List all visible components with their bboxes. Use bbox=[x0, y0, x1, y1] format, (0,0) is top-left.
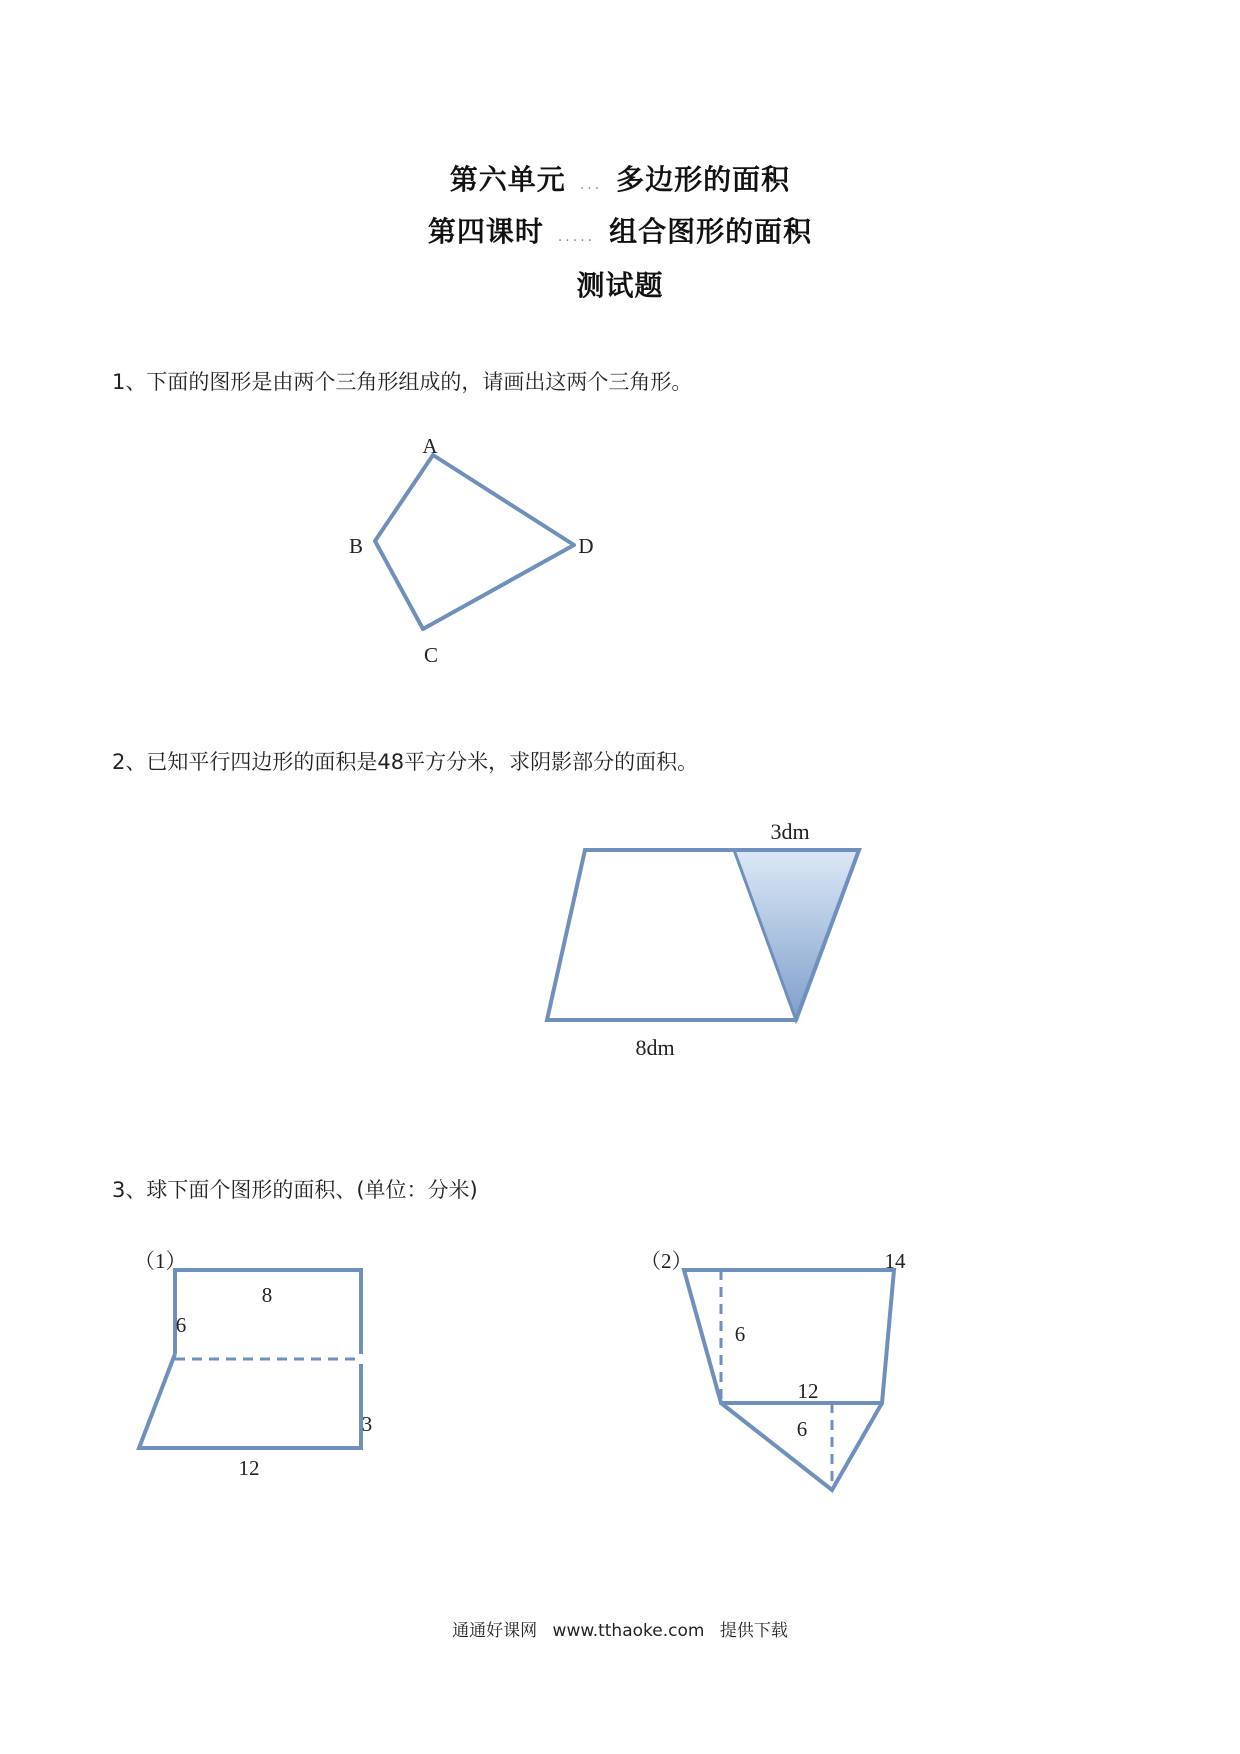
figure-2-label-middle: 12 bbox=[797, 1379, 819, 1403]
figure-2-tag: （2） bbox=[640, 1249, 693, 1273]
figure-1-label-left: 6 bbox=[175, 1313, 187, 1337]
lesson-label: 第四课时 bbox=[427, 215, 544, 248]
unit-label: 第六单元 bbox=[449, 163, 566, 196]
unit-dots: ... bbox=[579, 177, 603, 193]
question-1-text: 1、下面的图形是由两个三角形组成的，请画出这两个三角形。 bbox=[112, 370, 693, 394]
question-1-figure bbox=[0, 430, 1240, 730]
vertex-label-c: C bbox=[423, 643, 439, 667]
label-bottom-8dm: 8dm bbox=[635, 1035, 675, 1060]
unit-title bbox=[0, 158, 1240, 198]
figure-1-label-top: 8 bbox=[261, 1283, 273, 1307]
figure-2-label-upper-height: 6 bbox=[734, 1322, 746, 1346]
question-2-text: 2、已知平行四边形的面积是48平方分米，求阴影部分的面积。 bbox=[112, 750, 699, 774]
figure-1 bbox=[134, 1249, 372, 1480]
shaded-triangle bbox=[734, 850, 859, 1020]
figure-1-label-bottom: 12 bbox=[238, 1456, 260, 1480]
footer-suffix: 提供下载 bbox=[719, 1621, 788, 1641]
figure-1-lower-outline bbox=[139, 1354, 361, 1448]
vertex-label-b: B bbox=[348, 534, 364, 558]
question-3-text: 3、球下面个图形的面积、(单位：分米) bbox=[112, 1178, 478, 1202]
lesson-title bbox=[0, 210, 1240, 250]
lesson-topic: 组合图形的面积 bbox=[609, 215, 813, 248]
figure-2-label-lower-height: 6 bbox=[796, 1417, 808, 1441]
lesson-dots: ..... bbox=[557, 229, 596, 245]
figure-1-label-right: 3 bbox=[361, 1412, 373, 1436]
label-top-3dm: 3dm bbox=[770, 819, 810, 844]
footer-site-name: 通通好课网 bbox=[452, 1621, 538, 1641]
vertex-label-a: A bbox=[422, 434, 438, 458]
unit-topic: 多边形的面积 bbox=[616, 163, 791, 196]
figure-2-trapezoid bbox=[684, 1270, 894, 1403]
figure-2-label-top: 14 bbox=[884, 1249, 906, 1273]
vertex-label-d: D bbox=[578, 534, 594, 558]
quadrilateral-abcd bbox=[375, 455, 574, 629]
footer-url[interactable]: www.tthaoke.com bbox=[552, 1621, 705, 1641]
footer bbox=[0, 1616, 1240, 1641]
question-3-figures bbox=[0, 1240, 1240, 1520]
figure-2 bbox=[640, 1249, 906, 1490]
figure-1-tag: （1） bbox=[134, 1249, 187, 1273]
question-2-figure bbox=[0, 810, 1240, 1070]
test-title: 测试题 bbox=[576, 269, 664, 302]
